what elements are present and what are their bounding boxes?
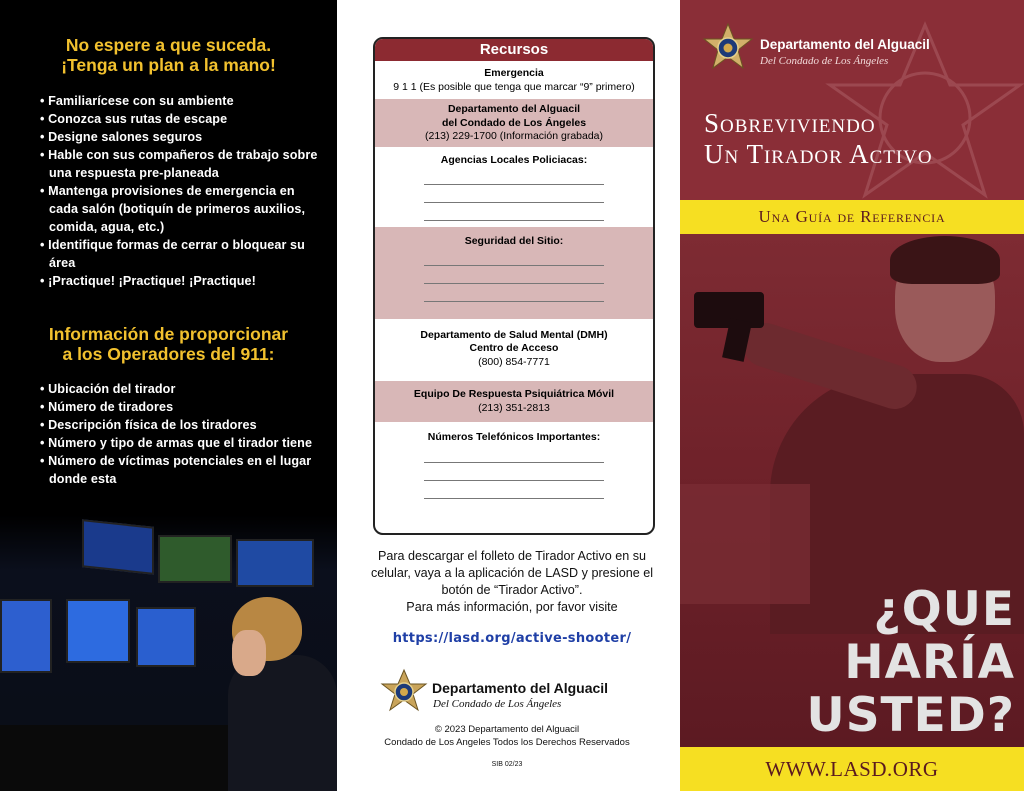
sheriff-phone: (213) 229-1700 (Información grabada) bbox=[424, 130, 604, 142]
list-item: • Familiarícese con su ambiente bbox=[40, 92, 320, 110]
monitor bbox=[136, 607, 196, 667]
plan-heading bbox=[0, 35, 337, 75]
right-dept-name: Departamento del Alguacil bbox=[760, 37, 930, 52]
resources-box bbox=[373, 37, 655, 535]
list-item: • Identifique formas de cerrar o bloquear su área bbox=[40, 236, 320, 272]
important-numbers-section bbox=[375, 422, 653, 499]
plan-heading-line1: No espere a que suceda. bbox=[65, 35, 272, 55]
what-would-you-do-text bbox=[775, 583, 1015, 742]
plan-list bbox=[40, 92, 320, 290]
monitor bbox=[0, 599, 52, 673]
local-agencies-section bbox=[375, 147, 653, 227]
info-911-heading-line1: Información de proporcionar bbox=[48, 324, 289, 344]
dmh-line1: Departamento de Salud Mental (DMH) bbox=[420, 328, 608, 341]
list-item: • Ubicación del tirador bbox=[40, 380, 320, 398]
more-info-text: Para más información, por favor visite bbox=[406, 600, 618, 614]
list-item: • Número de víctimas potenciales en el lugar donde esta bbox=[40, 452, 320, 488]
blank-line bbox=[424, 266, 604, 284]
blank-line bbox=[424, 248, 604, 266]
right-panel bbox=[680, 0, 1024, 791]
emergency-section bbox=[375, 61, 653, 99]
list-item: • Mantenga provisiones de emergencia en cada salón (botiquín de primeros auxilios, comida, agua, etc.) bbox=[40, 182, 320, 236]
footer-url[interactable]: WWW.LASD.ORG bbox=[680, 747, 1024, 791]
blank-line bbox=[424, 284, 604, 302]
info-911-heading bbox=[0, 324, 337, 364]
plan-heading-line2: ¡Tenga un plan a la mano! bbox=[61, 55, 276, 75]
shooter-hair bbox=[890, 236, 1000, 284]
left-panel bbox=[0, 0, 337, 791]
list-item: • Número y tipo de armas que el tirador tiene bbox=[40, 434, 320, 452]
logo-dept-sub: Del Condado de Los Ángeles bbox=[433, 698, 562, 710]
dmh-line2: Centro de Acceso bbox=[469, 342, 559, 354]
sheriff-line1: Departamento del Alguacil bbox=[447, 103, 581, 115]
logo-dept-name: Departamento del Alguacil bbox=[432, 680, 609, 696]
monitor bbox=[66, 599, 130, 663]
monitor bbox=[82, 519, 154, 575]
emergency-text: 9 1 1 (Es posible que tenga que marcar “9” primero) bbox=[393, 80, 635, 93]
monitor bbox=[158, 535, 232, 583]
list-item: • Descripción física de los tiradores bbox=[40, 416, 320, 434]
pmrt-phone: (213) 351-2813 bbox=[478, 401, 550, 414]
sheriff-section bbox=[375, 99, 653, 147]
blank-line bbox=[424, 481, 604, 499]
dmh-section bbox=[375, 319, 653, 382]
dmh-phone: (800) 854-7771 bbox=[478, 355, 550, 368]
blank-line bbox=[424, 167, 604, 185]
middle-panel bbox=[337, 0, 680, 791]
sheriff-star-icon bbox=[702, 22, 754, 76]
publication-code: SIB 02/23 bbox=[491, 761, 523, 768]
blank-line bbox=[424, 445, 604, 463]
list-item: • Hable con sus compañeros de trabajo sobre una respuesta pre-planeada bbox=[40, 146, 320, 182]
resources-title: Recursos bbox=[375, 39, 653, 61]
active-shooter-link[interactable]: https://lasd.org/active-shooter/ bbox=[392, 631, 632, 646]
title-line2: Un Tirador Activo bbox=[704, 139, 933, 169]
pmrt-label: Equipo De Respuesta Psiquiátrica Móvil bbox=[413, 388, 615, 400]
list-item: • Designe salones seguros bbox=[40, 128, 320, 146]
copyright-line2: Condado de Los Angeles Todos los Derechos Reservados bbox=[384, 736, 630, 748]
copyright-line1: © 2023 Departamento del Alguacil bbox=[434, 724, 580, 735]
local-agencies-label: Agencias Locales Policiacas: bbox=[440, 153, 588, 166]
question-line2: HARÍA bbox=[844, 635, 1015, 690]
blank-line bbox=[424, 463, 604, 481]
dispatcher-face bbox=[232, 630, 266, 676]
info-911-heading-line2: a los Operadores del 911: bbox=[62, 344, 275, 364]
emergency-label: Emergencia bbox=[484, 67, 544, 79]
title-line1: Sobreviviendo bbox=[704, 108, 876, 138]
question-line3: USTED? bbox=[806, 688, 1015, 743]
sheriff-star-icon bbox=[380, 668, 428, 720]
blank-line bbox=[424, 203, 604, 221]
dispatch-center-photo bbox=[0, 515, 337, 791]
list-item: • Conozca sus rutas de escape bbox=[40, 110, 320, 128]
reference-guide-band: Una Guía de Referencia bbox=[680, 200, 1024, 234]
download-info bbox=[365, 548, 659, 616]
sheriff-line2: del Condado de Los Ángeles bbox=[441, 116, 587, 129]
question-line1: ¿QUE bbox=[873, 582, 1015, 637]
site-security-label: Seguridad del Sitio: bbox=[464, 234, 564, 247]
info-911-list bbox=[40, 380, 320, 488]
copyright bbox=[357, 724, 657, 749]
blank-line bbox=[424, 185, 604, 203]
pmrt-section bbox=[375, 381, 653, 422]
right-dept-sub: Del Condado de Los Ángeles bbox=[760, 55, 889, 67]
monitor bbox=[236, 539, 314, 587]
list-item: • Número de tiradores bbox=[40, 398, 320, 416]
important-numbers-label: Números Telefónicos Importantes: bbox=[427, 431, 601, 443]
site-security-section bbox=[375, 227, 653, 319]
download-text: Para descargar el folleto de Tirador Activo en su celular, vaya a la aplicación de LASD y presione el botón de “Tirador Activo”. bbox=[370, 549, 654, 597]
list-item: • ¡Practique! ¡Practique! ¡Practique! bbox=[40, 272, 320, 290]
brochure-title bbox=[704, 108, 933, 170]
